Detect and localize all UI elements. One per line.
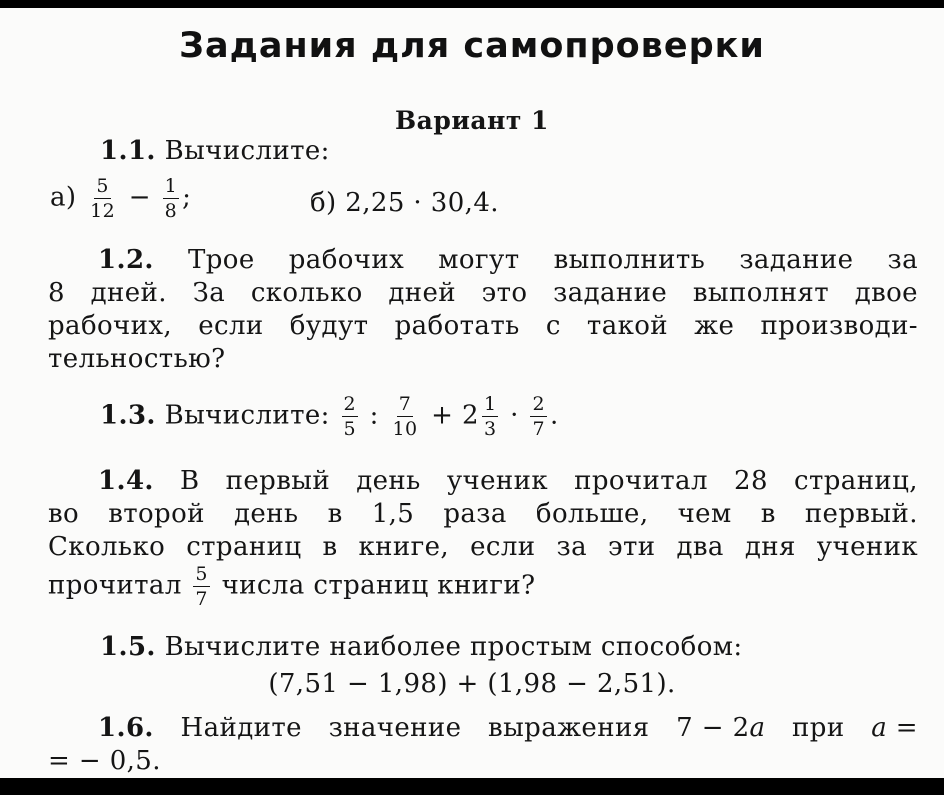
word: Найдите <box>180 713 302 743</box>
task-1-2 <box>48 244 918 376</box>
word: производи- <box>760 311 918 341</box>
task-1-1-part-b <box>310 188 499 218</box>
word: выполнить <box>553 245 706 275</box>
numerator: 1 <box>483 393 497 415</box>
numerator: 2 <box>343 393 356 415</box>
denominator: 10 <box>392 418 418 440</box>
word: 28 <box>734 466 768 496</box>
variable: a <box>749 713 766 743</box>
page-title: Задания для самопроверки <box>179 26 765 66</box>
word: при <box>792 713 845 743</box>
task-number: 1.3. <box>100 400 156 431</box>
variable: a <box>871 713 888 743</box>
denominator: 3 <box>483 418 497 440</box>
word: могут <box>438 245 520 275</box>
text-line <box>48 745 918 778</box>
text-line <box>48 465 918 498</box>
word: больше, <box>535 499 649 529</box>
part-label: б) <box>310 188 337 218</box>
word: если <box>470 532 536 562</box>
period: . <box>549 400 559 431</box>
task-1-1-heading <box>100 136 330 166</box>
word: в <box>760 499 776 529</box>
word: это <box>481 278 528 308</box>
task-1-4-last-line <box>48 564 536 609</box>
word: двое <box>854 278 918 308</box>
word: рабочих <box>288 245 405 275</box>
text-line <box>48 343 918 376</box>
word: в <box>327 499 343 529</box>
word: второй <box>108 499 205 529</box>
word: страниц <box>186 532 302 562</box>
denominator: 12 <box>90 200 116 222</box>
denominator: 8 <box>164 200 178 222</box>
text-line <box>48 712 918 745</box>
semicolon: ; <box>182 182 192 213</box>
word: 1,5 <box>371 499 415 529</box>
equals-sign: = <box>895 713 918 743</box>
text-line <box>48 531 918 564</box>
word: книге, <box>358 532 450 562</box>
word: чем <box>677 499 732 529</box>
value: = − 0,5. <box>48 746 161 776</box>
word: ученик <box>446 466 548 496</box>
word: Трое <box>188 245 255 275</box>
expression-part: 7 − 2 <box>676 713 750 743</box>
word: же <box>694 311 735 341</box>
word: дня <box>744 532 796 562</box>
word: прочитал <box>48 570 182 601</box>
task-text: Вычислите: <box>164 400 330 431</box>
fraction <box>530 394 547 439</box>
task-number: 1.4. <box>98 466 154 496</box>
assignment <box>871 712 918 745</box>
text-line <box>48 498 918 531</box>
word: с <box>545 311 561 341</box>
expression <box>676 712 765 745</box>
word: за <box>887 245 918 275</box>
minus-sign: − <box>128 182 151 213</box>
word: выражения <box>488 713 650 743</box>
word: если <box>198 311 264 341</box>
word: такой <box>586 311 669 341</box>
word: значение <box>328 713 462 743</box>
word: сколько <box>250 278 363 308</box>
task-1-1-part-a <box>50 176 191 221</box>
word: первый <box>225 466 331 496</box>
word: в <box>322 532 338 562</box>
task-number: 1.5. <box>100 632 156 662</box>
word: будут <box>289 311 369 341</box>
word: дней <box>388 278 456 308</box>
fraction <box>193 564 210 609</box>
task-1-4 <box>48 465 918 564</box>
plus-whole: + 2 <box>431 400 479 431</box>
word: задание <box>739 245 854 275</box>
expression: 2,25 · 30,4. <box>345 188 499 218</box>
denominator: 7 <box>532 418 545 440</box>
task-1-5-heading <box>100 632 743 662</box>
fraction <box>163 176 180 221</box>
word: страниц, <box>794 466 918 496</box>
part-label: а) <box>50 182 77 213</box>
textbook-page <box>0 8 944 778</box>
numerator: 5 <box>195 563 208 585</box>
fraction <box>482 394 499 439</box>
word: ученик <box>816 532 918 562</box>
word: рабочих, <box>48 311 173 341</box>
word: эти <box>608 532 656 562</box>
word: За <box>192 278 226 308</box>
task-number: 1.6. <box>98 713 154 743</box>
word: выполнят <box>692 278 830 308</box>
word: работать <box>394 311 520 341</box>
word: день <box>356 466 421 496</box>
word: задание <box>553 278 668 308</box>
task-1-3 <box>100 394 559 439</box>
denominator: 7 <box>195 588 208 610</box>
task-number: 1.2. <box>98 245 154 275</box>
multiply-dot: · <box>510 400 519 431</box>
division-sign: : <box>369 400 379 431</box>
denominator: 5 <box>343 418 356 440</box>
word: Сколько <box>48 532 166 562</box>
task-number: 1.1. <box>100 136 156 166</box>
fraction <box>391 394 420 439</box>
task-1-6 <box>48 712 918 778</box>
word: дней. <box>90 278 167 308</box>
numerator: 1 <box>164 175 178 197</box>
text-line <box>48 277 918 310</box>
fraction <box>342 394 359 439</box>
numerator: 2 <box>532 393 545 415</box>
text-line <box>48 310 918 343</box>
task-text: Вычислите: <box>164 136 330 166</box>
word: во <box>48 499 80 529</box>
text-fragment: числа страниц книги? <box>221 570 536 601</box>
numerator: 7 <box>398 393 412 415</box>
word: В <box>180 466 200 496</box>
word: за <box>556 532 587 562</box>
task-1-5-expression: (7,51 − 1,98) + (1,98 − 2,51). <box>268 669 676 699</box>
task-text: Вычислите наиболее простым способом: <box>164 632 743 662</box>
word: прочитал <box>574 466 708 496</box>
variant-heading: Вариант 1 <box>395 106 549 135</box>
word: 8 <box>48 278 65 308</box>
numerator: 5 <box>96 175 109 197</box>
word: тельностью? <box>48 344 226 374</box>
fraction <box>88 176 117 221</box>
word: день <box>233 499 299 529</box>
word: первый. <box>804 499 918 529</box>
word: два <box>676 532 724 562</box>
word: раза <box>443 499 507 529</box>
text-line <box>48 244 918 277</box>
